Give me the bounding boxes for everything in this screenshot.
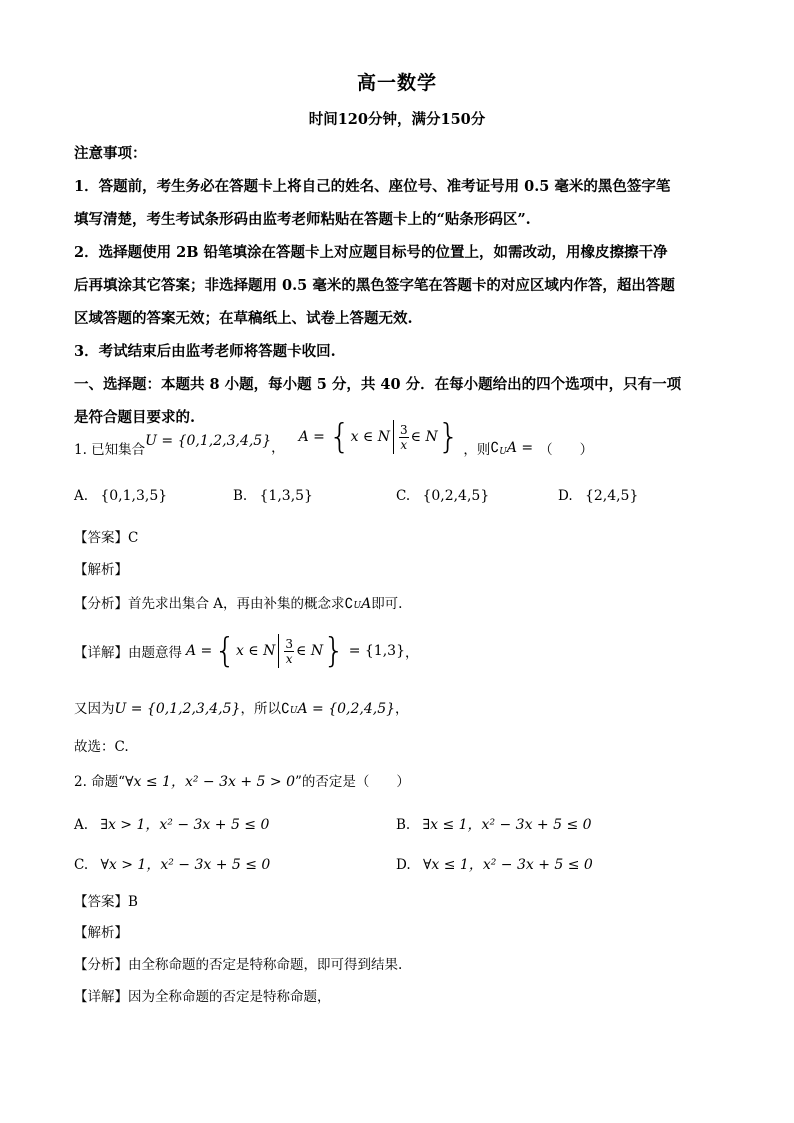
q1-fenxi-text-1: 首先求出集合 A，再由补集的概念求 [128, 596, 345, 612]
notes-block [74, 137, 681, 434]
q1-fenxi-tag: 【分析】 [74, 596, 128, 612]
q1-conclusion: 故选：C. [74, 739, 129, 755]
notes-line-3: 2．选择题使用 2B 铅笔填涂在答题卡上对应题目标号的位置上，如需改动，用橡皮擦擦干净 [74, 244, 668, 261]
q2-option-A: A. ∃x > 1，x² − 3x + 5 ≤ 0 [74, 817, 270, 833]
notes-line-5: 区域答题的答案无效；在草稿纸上、试卷上答题无效. [74, 310, 413, 327]
q2-option-C: C. ∀x > 1，x² − 3x + 5 ≤ 0 [74, 857, 271, 873]
q1-detail-result: = {1,3} [348, 643, 405, 659]
q1-detail-set-right: ∈ N [296, 643, 324, 659]
q1-detail-left-brace: { [214, 631, 236, 671]
q2-analysis-tag: 【解析】 [74, 925, 128, 941]
page-title: 高一数学 [356, 72, 437, 94]
notes-line-1: 1．答题前，考生务必在答题卡上将自己的姓名、座位号、准考证号用 0.5 毫米的黑色签字笔 [74, 178, 671, 195]
q1-fenxi [74, 592, 402, 612]
notes-line-2: 填写清楚，考生考试条形码由监考老师粘贴在答题卡上的“贴条形码区”. [74, 211, 531, 228]
q1-answer-value: C [128, 530, 139, 546]
q1-suffix: ，则 [463, 442, 491, 458]
q1-A-left: A = [298, 429, 325, 445]
q1-fraction [399, 423, 409, 452]
q1-detail-A-left: A = [186, 643, 213, 659]
q2-option-D: D. ∀x ≤ 1，x² − 3x + 5 ≤ 0 [396, 857, 593, 873]
q1-A-eq: A = [506, 440, 534, 456]
q1-paren: （ ） [539, 442, 594, 458]
q1-detail-line-2: 又因为U = {0,1,2,3,4,5}，所以∁UA = {0,2,4,5}， [74, 701, 409, 717]
section-heading-line-1: 一、选择题：本题共 8 小题，每小题 5 分，共 40 分．在每小题给出的四个选项中，只有一项 [74, 376, 682, 393]
q1-fenxi-A: A [361, 596, 372, 612]
q2-expr: ∀x ≤ 1，x² − 3x + 5 > 0 [125, 774, 295, 790]
q2-answer-value: B [128, 894, 138, 910]
q1-answer-tag: 【答案】 [74, 530, 128, 546]
page-subtitle: 时间120分钟，满分150分 [308, 111, 486, 128]
q1-left-brace: { [328, 417, 351, 457]
q1-detail-tag: 【详解】 [74, 645, 128, 661]
q1-analysis-tag: 【解析】 [74, 562, 128, 578]
notes-heading: 注意事项： [74, 145, 147, 162]
q1-complement-symbol: ∁ [490, 440, 500, 456]
q1-fenxi-text-2: 即可. [371, 596, 403, 612]
q1-fenxi-complement-sub: U [353, 601, 362, 611]
q1-comma: ， [271, 440, 285, 456]
q1-frac-num: 3 [399, 422, 408, 437]
question-2-stem: 2. 命题“∀x ≤ 1，x² − 3x + 5 > 0”的否定是（ ） [74, 774, 410, 790]
q1-detail-text-2: ， [404, 645, 419, 661]
q1-fenxi-complement: ∁ [344, 596, 354, 612]
notes-line-6: 3．考试结束后由监考老师将答题卡收回. [74, 343, 336, 360]
q1-detail-fraction: $\frac{3}{x}$ [285, 636, 293, 666]
section-heading-line-2: 是符合题目要求的. [74, 409, 196, 426]
q1-U-set: U = {0,1,2,3,4,5} [145, 433, 272, 449]
q1-right-brace: } [437, 417, 460, 457]
q1-A-set-right: ∈ N [410, 429, 438, 445]
q1-detail-text-1: 由题意得 [128, 645, 182, 661]
q2-detail: 【详解】因为全称命题的否定是特称命题， [74, 989, 331, 1005]
q1-detail [74, 631, 419, 671]
q1-prefix: 1. 已知集合 [74, 442, 146, 458]
q2-answer: 【答案】B [74, 894, 138, 910]
q2-option-B: B. ∃x ≤ 1，x² − 3x + 5 ≤ 0 [396, 817, 592, 833]
q1-A-set-left: x ∈ N [350, 429, 390, 445]
q1-complement-sub: U [499, 447, 507, 457]
q1-option-A: A. {0,1,3,5} [74, 488, 168, 504]
q1-option-D: D. {2,4,5} [558, 488, 639, 504]
q1-answer [74, 526, 138, 546]
q1-option-B: B. {1,3,5} [233, 488, 313, 504]
q1-detail-right-brace: } [323, 631, 345, 671]
q1-set-bar [393, 420, 394, 454]
q1-frac-den: x [400, 437, 408, 452]
q1-detail-bar [278, 634, 279, 668]
notes-line-4: 后再填涂其它答案；非选择题用 0.5 毫米的黑色签字笔在答题卡的对应区域内作答，超出答题 [74, 277, 675, 294]
q2-fenxi: 【分析】由全称命题的否定是特称命题，即可得到结果. [74, 957, 403, 973]
q1-option-C: C. {0,2,4,5} [396, 488, 490, 504]
q1-detail-set-left: x ∈ N [235, 643, 276, 659]
